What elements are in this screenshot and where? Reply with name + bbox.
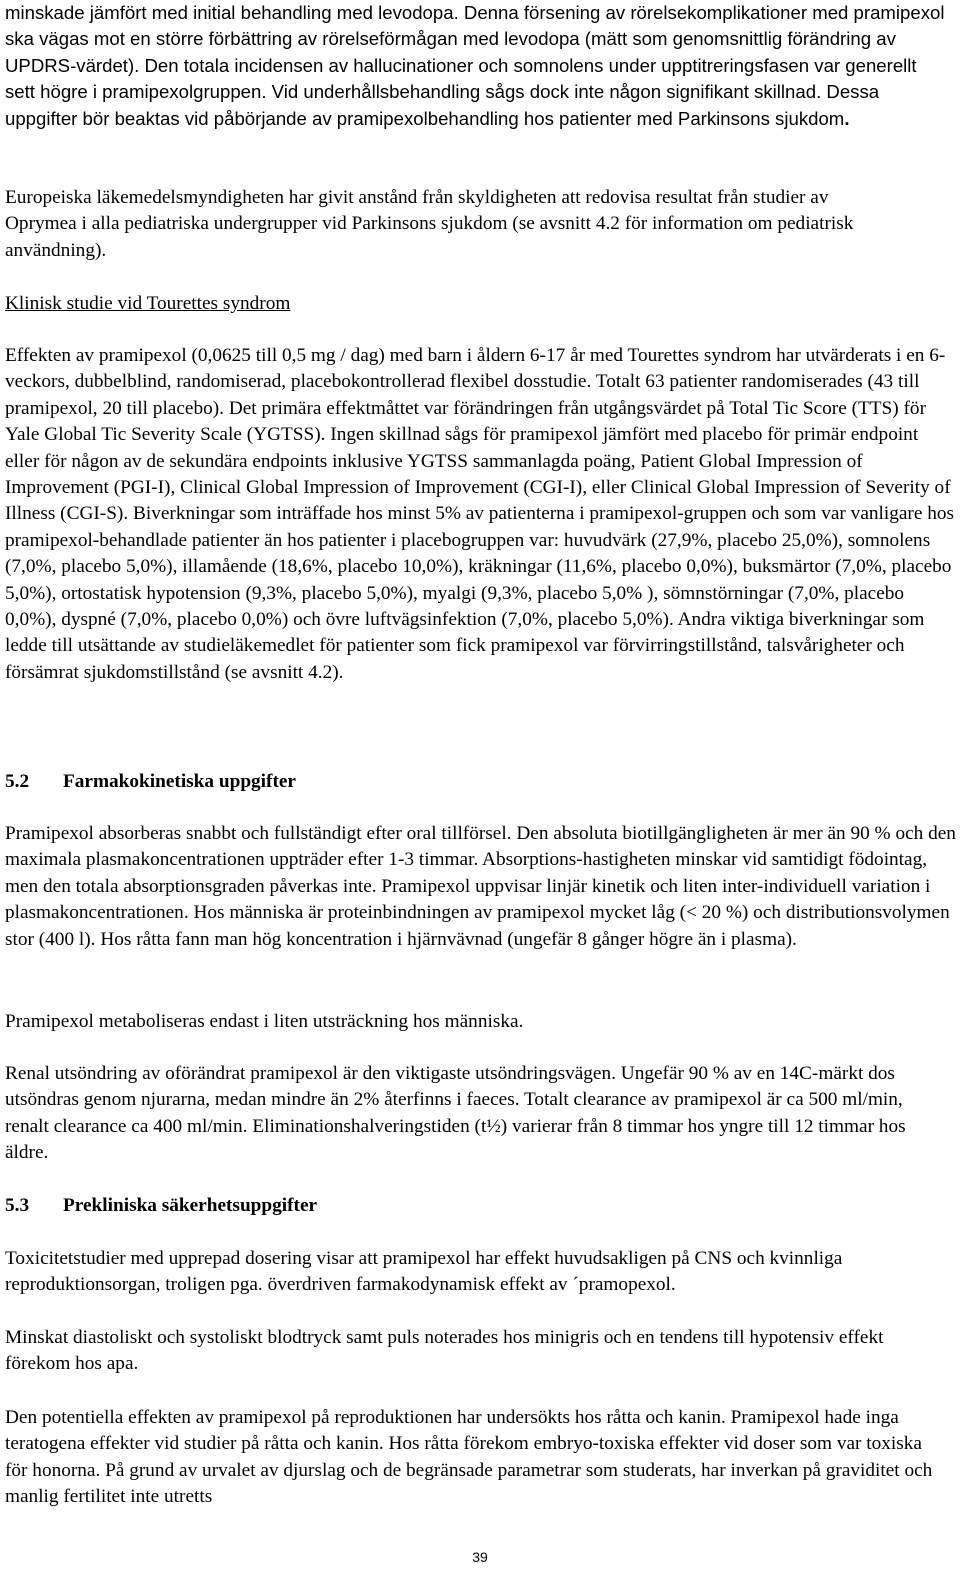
- paragraph-ema-waiver: Europeiska läkemedelsmyndigheten har givit anstånd från skyldigheten att redovisa resultat från studier av Oprymea i alla pediatriska undergrupper vid Parkinsons sjukdom (se avsnitt 4.2 för information om pediatrisk användning).: [5, 187, 854, 261]
- paragraph-metabolism: Pramipexol metaboliseras endast i liten utsträckning hos människa.: [5, 1011, 524, 1032]
- paragraph-parkinson-summary-text: minskade jämfört med initial behandling med levodopa. Denna försening av rörelsekomplikationer med pramipexol ska vägas mot en större förbättring av rörelseförmågan med levodopa (mätt som genomsnittlig förändring av UPDRS-värdet). Den totala incidensen av hallucinationer och somnolens under upptitreringsfasen var generellt sett högre i pramipexolgruppen. Vid underhållsbehandling sågs dock inte någon signifikant skillnad. Dessa uppgifter bör beaktas vid påbörjande av pramipexolbehandling hos patienter med Parkinsons sjukdom: [5, 2, 945, 129]
- paragraph-parkinson-summary: [5, 0, 950, 132]
- paragraph-blood-pressure: Minskat diastoliskt och systoliskt blodtryck samt puls noterades hos minigris och en tendens till hypotensiv effekt förekom hos apa.: [5, 1327, 884, 1375]
- section-title-5-3: Prekliniska säkerhetsuppgifter: [63, 1195, 318, 1216]
- section-number-5-3: 5.3: [5, 1195, 30, 1216]
- subheading-tourette-study: Klinisk studie vid Tourettes syndrom: [5, 293, 291, 314]
- section-heading-5-3: [5, 1193, 317, 1219]
- paragraph-toxicity: Toxicitetstudier med upprepad dosering visar att pramipexol har effekt huvudsakligen på CNS och kvinnliga reproduktionsorgan, troligen pga. överdriven farmakodynamisk effekt av ´pramopexol.: [5, 1248, 843, 1296]
- page-number: 39: [472, 1549, 488, 1565]
- paragraph-excretion: Renal utsöndring av oförändrat pramipexol är den viktigaste utsöndringsvägen. Ungefär 90 % av en 14C-märkt dos utsöndras genom njurarna, medan mindre än 2% återfinns i faeces. Totalt clearance av pramipexol är ca 500 ml/min, renalt clearance ca 400 ml/min. Eliminationshalveringstiden (t½) varierar från 8 timmar hos yngre till 12 timmar hos äldre.: [5, 1063, 906, 1164]
- paragraph-parkinson-summary-end: .: [844, 107, 850, 129]
- paragraph-reproduction: Den potentiella effekten av pramipexol på reproduktionen har undersökts hos råtta och kanin. Pramipexol hade inga teratogena effekter vid studier på råtta och kanin. Hos råtta förekom embryo-toxiska effekter vid doser som var toxiska för honorna. På grund av urvalet av djurslag och de begränsade parametrar som studerats, har inverkan på graviditet och manlig fertilitet inte utretts: [5, 1407, 933, 1508]
- section-title-5-2: Farmakokinetiska uppgifter: [63, 771, 296, 792]
- section-heading-5-2: [5, 769, 296, 795]
- paragraph-absorption: Pramipexol absorberas snabbt och fullständigt efter oral tillförsel. Den absoluta biotillgängligheten är mer än 90 % och den maximala plasmakoncentrationen uppträder efter 1-3 timmar. Absorptions-hastigheten minskar vid samtidigt födointag, men den totala absorptionsgraden påverkas inte. Pramipexol uppvisar linjär kinetik och liten inter-individuell variation i plasmakoncentrationen. Hos människa är proteinbindningen av pramipexol mycket låg (< 20 %) och distributionsvolymen stor (400 l). Hos råtta fann man hög koncentration i hjärnvävnad (ungefär 8 gånger högre än i plasma).: [5, 823, 956, 950]
- paragraph-tourette-study: Effekten av pramipexol (0,0625 till 0,5 mg / dag) med barn i åldern 6-17 år med Tourettes syndrom har utvärderats i en 6-veckors, dubbelblind, randomiserad, placebokontrollerad flexibel dosstudie. Totalt 63 patienter randomiserades (43 till pramipexol, 20 till placebo). Det primära effektmåttet var förändringen från utgångsvärdet på Total Tic Score (TTS) för Yale Global Tic Severity Scale (YGTSS). Ingen skillnad sågs för pramipexol jämfört med placebo för primär endpoint eller för någon av de sekundära endpoints inklusive YGTSS sammanlagda poäng, Patient Global Impression of Improvement (PGI-I), Clinical Global Impression of Improvement (CGI-I), eller Clinical Global Impression of Severity of Illness (CGI-S). Biverkningar som inträffade hos minst 5% av patienterna i pramipexol-gruppen och som var vanligare hos pramipexol-behandlade patienter än hos patienter i placebogruppen var: huvudvärk (27,9%, placebo 25,0%), somnolens (7,0%, placebo 5,0%), illamående (18,6%, placebo 10,0%), kräkningar (11,6%, placebo 0,0%), buksmärtor (7,0%, placebo 5,0%), ortostatisk hypotension (9,3%, placebo 5,0%), myalgi (9,3%, placebo 5,0% ), sömnstörningar (7,0%, placebo 0,0%), dyspné (7,0%, placebo 0,0%) och övre luftvägsinfektion (7,0%, placebo 5,0%). Andra viktiga biverkningar som ledde till utsättande av studieläkemedlet för patienter som fick pramipexol var förvirringstillstånd, talsvårigheter och försämrat sjukdomstillstånd (se avsnitt 4.2).: [5, 345, 955, 683]
- section-number-5-2: 5.2: [5, 771, 30, 792]
